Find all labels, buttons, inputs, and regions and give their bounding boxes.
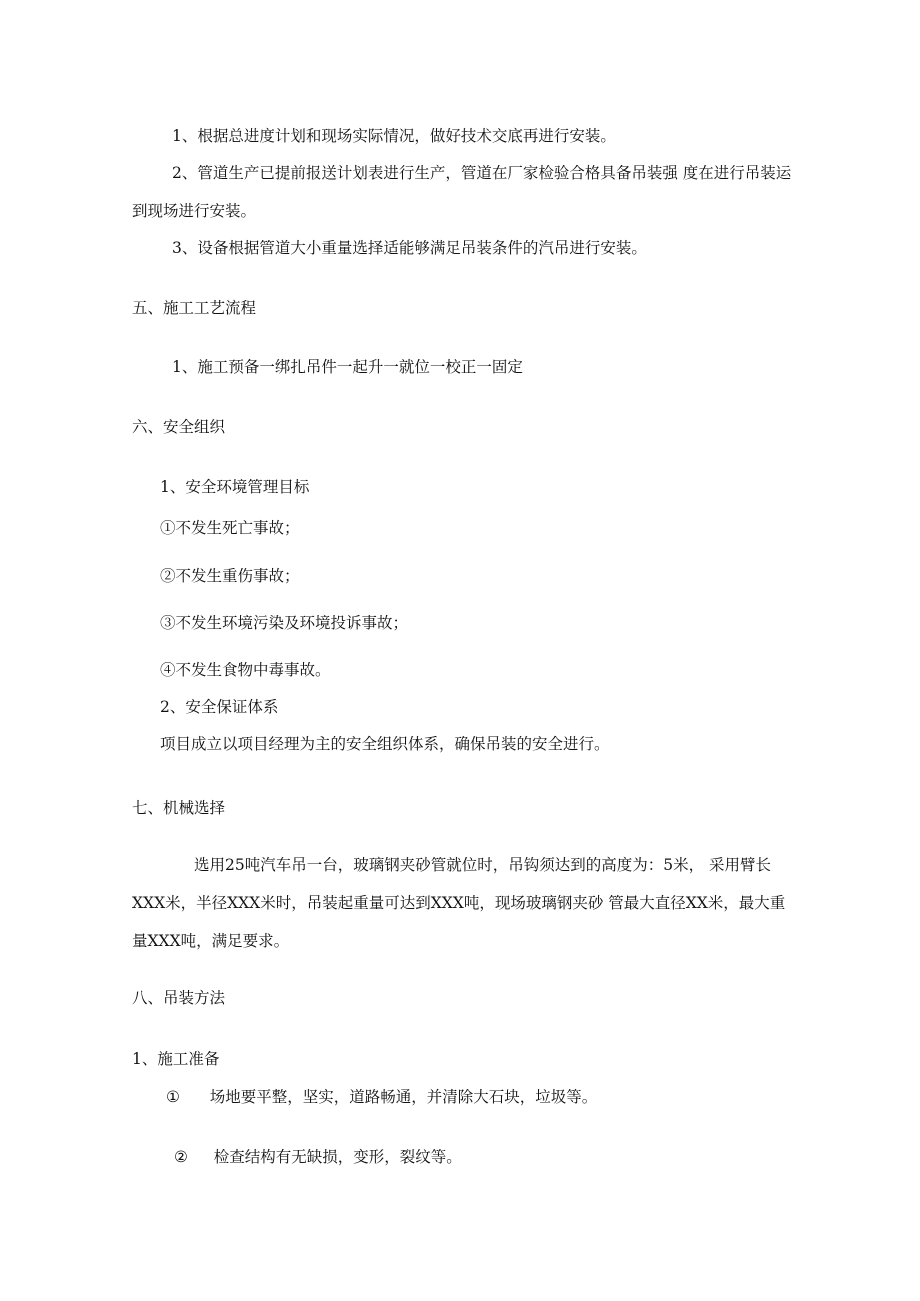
safety-goal-item: ④不发生食物中毒事故。 (160, 661, 331, 679)
section4-item-2: 2、管道生产已提前报送计划表进行生产，管道在厂家检验合格具备吊装强 度在进行吊装运到现场进行安装。 (132, 164, 792, 220)
section5-heading: 五、施工工艺流程 (132, 299, 257, 317)
prep-text: 检查结构有无缺损，变形，裂纹等。 (213, 1148, 462, 1166)
prep-item (174, 1147, 462, 1167)
section6-heading: 六、安全组织 (132, 418, 226, 436)
safety-goal-item: ①不发生死亡事故； (160, 519, 300, 537)
section6-sub2: 2、安全保证体系 (160, 698, 279, 716)
section4-item-3: 3、设备根据管道大小重量选择适能够满足吊装条件的汽吊进行安装。 (172, 239, 647, 257)
prep-marker: ① (166, 1088, 180, 1106)
section7-paragraph: 选用25吨汽车吊一台，玻璃钢夹砂管就位时，吊钩须达到的高度为：5米， 采用臂长XXX米，半径XXX米时，吊装起重量可达到XXX吨，现场玻璃钢夹砂 管最大直径XX米，最大重量XXX吨，满足要求。 (132, 856, 786, 950)
prep-text: 场地要平整，坚实，道路畅通，并清除大石块，垃圾等。 (209, 1088, 598, 1106)
section6-sub1: 1、安全环境管理目标 (160, 478, 310, 496)
section7-heading: 七、机械选择 (132, 799, 226, 817)
prep-marker: ② (174, 1148, 188, 1166)
section5-item-1: 1、施工预备一绑扎吊件一起升一就位一校正一固定 (172, 358, 523, 376)
safety-goal-item: ③不发生环境污染及环境投诉事故； (160, 614, 409, 632)
section6-sub2-text: 项目成立以项目经理为主的安全组织体系，确保吊装的安全进行。 (160, 735, 610, 753)
safety-goal-item: ②不发生重伤事故； (160, 567, 300, 585)
prep-item (166, 1087, 597, 1107)
section4-item-1: 1、根据总进度计划和现场实际情况，做好技术交底再进行安装。 (172, 127, 616, 145)
section8-sub1: 1、施工准备 (132, 1050, 220, 1068)
section8-heading: 八、吊装方法 (132, 989, 226, 1007)
